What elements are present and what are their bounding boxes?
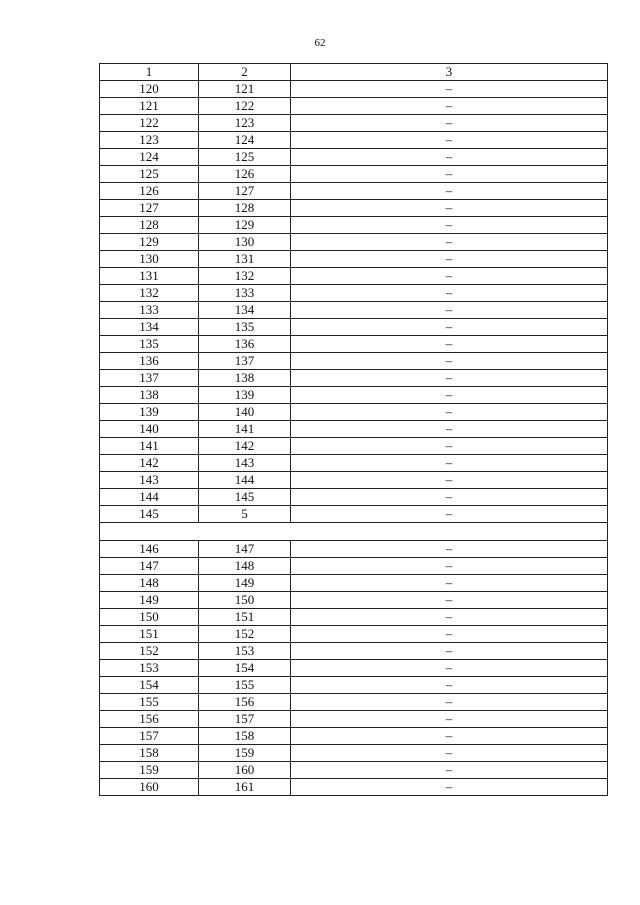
table-row [100,609,608,626]
table-cell-col-1: 156 [100,711,199,728]
table-row [100,387,608,404]
header-cell-1: 1 [100,64,199,81]
table-cell-col-3: – [291,200,608,217]
table-cell-col-1: 153 [100,660,199,677]
table-cell-col-1: 137 [100,370,199,387]
table-cell-col-3: – [291,762,608,779]
table-row [100,438,608,455]
table-cell-col-2: 126 [199,166,291,183]
table-cell-col-2: 149 [199,575,291,592]
table-cell-col-3: – [291,660,608,677]
page-number: 62 [314,37,326,49]
table-cell-col-3: – [291,149,608,166]
table-cell-col-3: – [291,438,608,455]
table-cell-col-1: 152 [100,643,199,660]
table-cell-col-3: – [291,779,608,796]
table-cell-col-3: – [291,251,608,268]
table-cell-col-3: – [291,558,608,575]
table-cell-col-2: 134 [199,302,291,319]
table-cell-col-2: 157 [199,711,291,728]
table-cell-col-3: – [291,626,608,643]
table-cell-col-3: – [291,132,608,149]
table-cell-col-2: 135 [199,319,291,336]
table-cell-col-1: 131 [100,268,199,285]
table-cell-col-3: – [291,166,608,183]
table-header-row [100,64,608,81]
table-cell-col-1: 145 [100,506,199,523]
table-cell-col-1: 144 [100,489,199,506]
table-cell-col-1: 124 [100,149,199,166]
table-cell-col-2: 139 [199,387,291,404]
table-row [100,336,608,353]
table-cell-col-1: 126 [100,183,199,200]
table-cell-col-3: – [291,421,608,438]
table-row [100,779,608,796]
table-cell-col-2: 150 [199,592,291,609]
table-cell-col-3: – [291,234,608,251]
header-cell-3: 3 [291,64,608,81]
table-row [100,200,608,217]
table-cell-col-1: 140 [100,421,199,438]
table-cell-col-3: – [291,81,608,98]
table-row [100,558,608,575]
table-row [100,506,608,523]
table-cell-col-1: 127 [100,200,199,217]
table-cell-col-3: – [291,455,608,472]
table-cell-col-3: – [291,489,608,506]
table-cell-col-3: – [291,541,608,558]
table-cell-col-1: 157 [100,728,199,745]
table-cell-col-3: – [291,694,608,711]
table-cell-col-1: 155 [100,694,199,711]
table-cell-col-2: 143 [199,455,291,472]
data-table [99,63,608,796]
table-cell-col-3: – [291,592,608,609]
table-cell-col-3: – [291,319,608,336]
table-cell-col-1: 160 [100,779,199,796]
table-cell-col-2: 125 [199,149,291,166]
table-gap-row [100,523,608,541]
table-cell-col-2: 124 [199,132,291,149]
header-cell-2: 2 [199,64,291,81]
table-row [100,421,608,438]
table-cell-col-2: 155 [199,677,291,694]
table-cell-col-1: 123 [100,132,199,149]
table-cell-col-2: 133 [199,285,291,302]
table-cell-col-2: 122 [199,98,291,115]
table-row [100,643,608,660]
table-cell-col-3: – [291,575,608,592]
table-row [100,251,608,268]
table-cell-col-2: 127 [199,183,291,200]
table-row [100,592,608,609]
table-row [100,472,608,489]
table-cell-col-1: 150 [100,609,199,626]
table-cell-col-3: – [291,472,608,489]
table-cell-col-1: 129 [100,234,199,251]
table-cell-col-1: 159 [100,762,199,779]
table-cell-col-2: 137 [199,353,291,370]
table-cell-col-2: 136 [199,336,291,353]
table-cell-col-2: 129 [199,217,291,234]
table-cell-col-3: – [291,745,608,762]
table-row [100,762,608,779]
table-cell-col-3: – [291,302,608,319]
table-row [100,660,608,677]
table-row [100,575,608,592]
table-cell-col-3: – [291,404,608,421]
table-row [100,711,608,728]
table-row [100,319,608,336]
table-cell-col-1: 139 [100,404,199,421]
table-cell-col-2: 142 [199,438,291,455]
table-cell-col-1: 122 [100,115,199,132]
table-row [100,217,608,234]
table-cell-col-3: – [291,609,608,626]
table-cell-col-3: – [291,728,608,745]
table-row [100,353,608,370]
table-cell-col-3: – [291,353,608,370]
table-cell-col-2: 156 [199,694,291,711]
table-cell-col-3: – [291,643,608,660]
table-cell-col-1: 125 [100,166,199,183]
table-cell-col-2: 151 [199,609,291,626]
table-cell-col-2: 161 [199,779,291,796]
table-cell-col-1: 132 [100,285,199,302]
table-cell-col-1: 128 [100,217,199,234]
table-cell-col-3: – [291,183,608,200]
table-cell-col-2: 152 [199,626,291,643]
table-cell-col-2: 158 [199,728,291,745]
table-row [100,694,608,711]
table-cell-col-2: 5 [199,506,291,523]
table-cell-col-2: 159 [199,745,291,762]
table-row [100,745,608,762]
table-row [100,166,608,183]
table-cell-col-3: – [291,268,608,285]
table-cell-col-3: – [291,98,608,115]
table-row [100,370,608,387]
table-cell-col-1: 146 [100,541,199,558]
table-cell-col-1: 141 [100,438,199,455]
table-cell-col-3: – [291,387,608,404]
table-gap-cell [100,523,608,541]
table-cell-col-3: – [291,217,608,234]
table-cell-col-3: – [291,336,608,353]
table-cell-col-1: 138 [100,387,199,404]
table-cell-col-2: 128 [199,200,291,217]
table-row [100,98,608,115]
table-cell-col-2: 141 [199,421,291,438]
table-cell-col-1: 149 [100,592,199,609]
table-cell-col-1: 147 [100,558,199,575]
table-cell-col-2: 154 [199,660,291,677]
table-cell-col-2: 153 [199,643,291,660]
table-row [100,115,608,132]
table-row [100,149,608,166]
table-cell-col-2: 138 [199,370,291,387]
table-row [100,268,608,285]
table-cell-col-1: 158 [100,745,199,762]
table-cell-col-1: 143 [100,472,199,489]
table-cell-col-2: 147 [199,541,291,558]
table-cell-col-1: 151 [100,626,199,643]
table-cell-col-1: 134 [100,319,199,336]
table-row [100,234,608,251]
table-cell-col-2: 140 [199,404,291,421]
table-cell-col-1: 154 [100,677,199,694]
table-cell-col-2: 123 [199,115,291,132]
table-row [100,302,608,319]
table-cell-col-2: 160 [199,762,291,779]
table-cell-col-3: – [291,711,608,728]
table-row [100,404,608,421]
table-row [100,285,608,302]
table-cell-col-2: 121 [199,81,291,98]
table-cell-col-3: – [291,506,608,523]
table-cell-col-1: 142 [100,455,199,472]
table-cell-col-1: 148 [100,575,199,592]
table-cell-col-1: 133 [100,302,199,319]
table-cell-col-1: 120 [100,81,199,98]
table-cell-col-2: 148 [199,558,291,575]
table-row [100,183,608,200]
table-row [100,728,608,745]
table-row [100,541,608,558]
table-row [100,626,608,643]
table-row [100,81,608,98]
table-cell-col-1: 135 [100,336,199,353]
table-cell-col-3: – [291,677,608,694]
table-cell-col-3: – [291,370,608,387]
table-row [100,677,608,694]
table-cell-col-2: 131 [199,251,291,268]
table-cell-col-2: 145 [199,489,291,506]
table-cell-col-3: – [291,115,608,132]
table-cell-col-1: 130 [100,251,199,268]
table-cell-col-1: 136 [100,353,199,370]
table-cell-col-2: 132 [199,268,291,285]
table-cell-col-1: 121 [100,98,199,115]
table-cell-col-2: 130 [199,234,291,251]
table-row [100,132,608,149]
table-cell-col-3: – [291,285,608,302]
table-row [100,455,608,472]
table-row [100,489,608,506]
table-cell-col-2: 144 [199,472,291,489]
